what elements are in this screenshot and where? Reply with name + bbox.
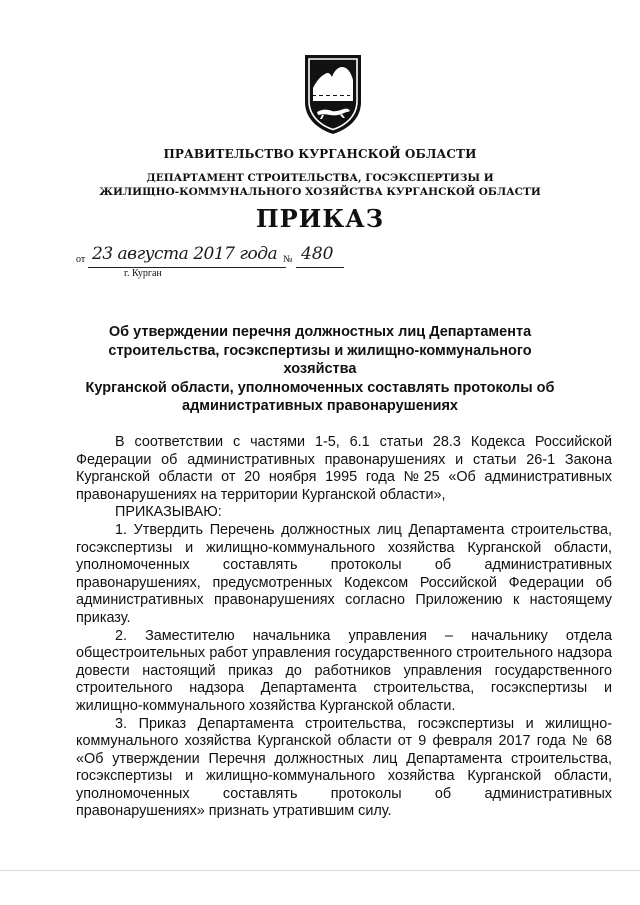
document-title-line-3: Курганской области, уполномоченных составлять протоколы об xyxy=(85,379,555,396)
command-word: ПРИКАЗЫВАЮ: xyxy=(115,504,222,521)
date-underline xyxy=(88,267,286,268)
department-line-2: ЖИЛИЩНО-КОММУНАЛЬНОГО ХОЗЯЙСТВА КУРГАНСКОЙ ОБЛАСТИ xyxy=(99,186,541,198)
document-body xyxy=(76,434,612,821)
item-3-paragraph: 3. Приказ Департамента строительства, госэкспертизы и жилищно-коммунального хозяйства Курганской области от 9 февраля 2017 года № 68 «Об утверждении Перечня должностных лиц Департамента строительства, госэкспертизы и жилищно-коммунального хозяйства Курганской области, уполномоченных составлять протоколы об административных правонарушениях» признать утратившим силу. xyxy=(76,715,612,820)
number-sign: № xyxy=(283,254,293,265)
scan-edge-line xyxy=(0,870,640,871)
coat-of-arms-icon xyxy=(302,52,364,136)
date-number-line xyxy=(76,245,346,275)
order-title: ПРИКАЗ xyxy=(255,204,385,233)
city-label: г. Курган xyxy=(124,268,162,279)
item-2-paragraph: 2. Заместителю начальника управления – начальнику отдела общестроительных работ управления государственного строительного надзора довести настоящий приказ до работников управления государственного строительного надзора Департамента строительства, госэкспертизы и жилищно-коммунального хозяйства Курганской области. xyxy=(76,627,612,714)
item-1-paragraph: 1. Утвердить Перечень должностных лиц Департамента строительства, госэкспертизы и жилищно-коммунального хозяйства Курганской области, уполномоченных составлять протоколы об административных правонарушениях, предусмотренных Кодексом Российской Федерации об административных правонарушениях согласно Приложению к настоящему приказу. xyxy=(76,521,612,626)
government-name: ПРАВИТЕЛЬСТВО КУРГАНСКОЙ ОБЛАСТИ xyxy=(163,147,477,161)
number-underline xyxy=(296,267,344,268)
document-title-line-4: административных правонарушениях xyxy=(182,398,458,414)
document-title-line-2: строительства, госэкспертизы и жилищно-коммунального хозяйства xyxy=(108,342,532,377)
document-title-line-1: Об утверждении перечня должностных лиц Департамента xyxy=(108,324,532,340)
date-prefix: от xyxy=(76,254,86,265)
department-name xyxy=(0,171,640,199)
department-line-1: ДЕПАРТАМЕНТ СТРОИТЕЛЬСТВА, ГОСЭКСПЕРТИЗЫ И xyxy=(146,172,494,184)
handwritten-number: 480 xyxy=(301,244,334,264)
document-title xyxy=(70,323,570,416)
handwritten-date: 23 августа 2017 года xyxy=(92,244,278,264)
preamble-paragraph: В соответствии с частями 1-5, 6.1 статьи 28.3 Кодекса Российской Федерации об административных правонарушениях и статьи 26-1 Закона Курганской области от 20 ноября 1995 года №25 «Об административных правонарушениях на территории Курганской области», xyxy=(76,434,612,503)
